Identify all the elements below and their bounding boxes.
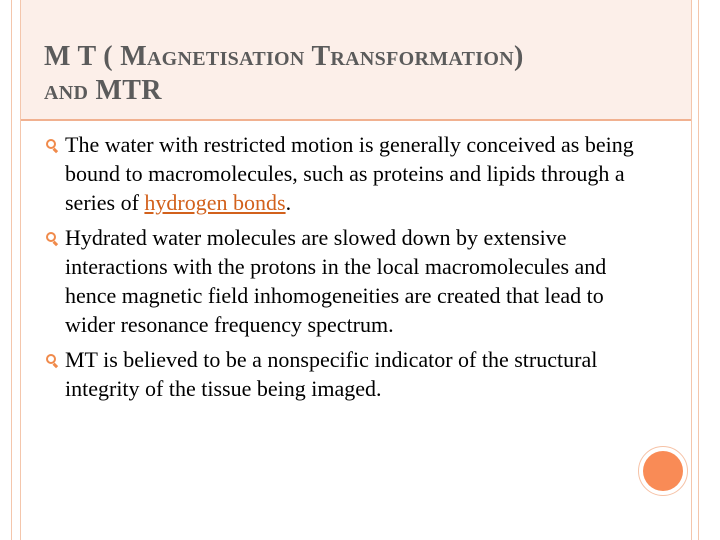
bullet-list [44,130,644,409]
orange-ring-bullet-icon [46,232,56,242]
bullet-item [44,130,644,217]
slide-title-line-1: M T ( Magnetisation Transformation) [44,41,524,72]
right-decorative-line [691,0,692,540]
slide-title [44,40,664,108]
hydrogen-bonds-link[interactable]: hydrogen bonds [144,190,286,215]
bullet-item [44,345,644,403]
orange-ring-bullet-icon [46,354,56,364]
bullet-text-end: . [285,190,292,215]
left-decorative-line [11,0,12,540]
slide-title-line-2: and MTR [44,75,162,106]
title-divider [21,119,691,121]
bullet-text: Hydrated water molecules are slowed down by extensive interactions with the protons in the local macromolecules and hence magnetic field inhomogeneities are created that lead to wider resonance frequency spectrum. [65,225,607,337]
orange-ring-bullet-icon [46,139,56,149]
bullet-item [44,223,644,339]
decorative-orange-circle [643,451,683,491]
bullet-text: The water with restricted motion is generally conceived as being bound to macromolecules, such as proteins and lipids through a series of [65,132,634,215]
bullet-text: MT is believed to be a nonspecific indicator of the structural integrity of the tissue being imaged. [65,347,598,401]
right-decorative-line [698,0,699,540]
